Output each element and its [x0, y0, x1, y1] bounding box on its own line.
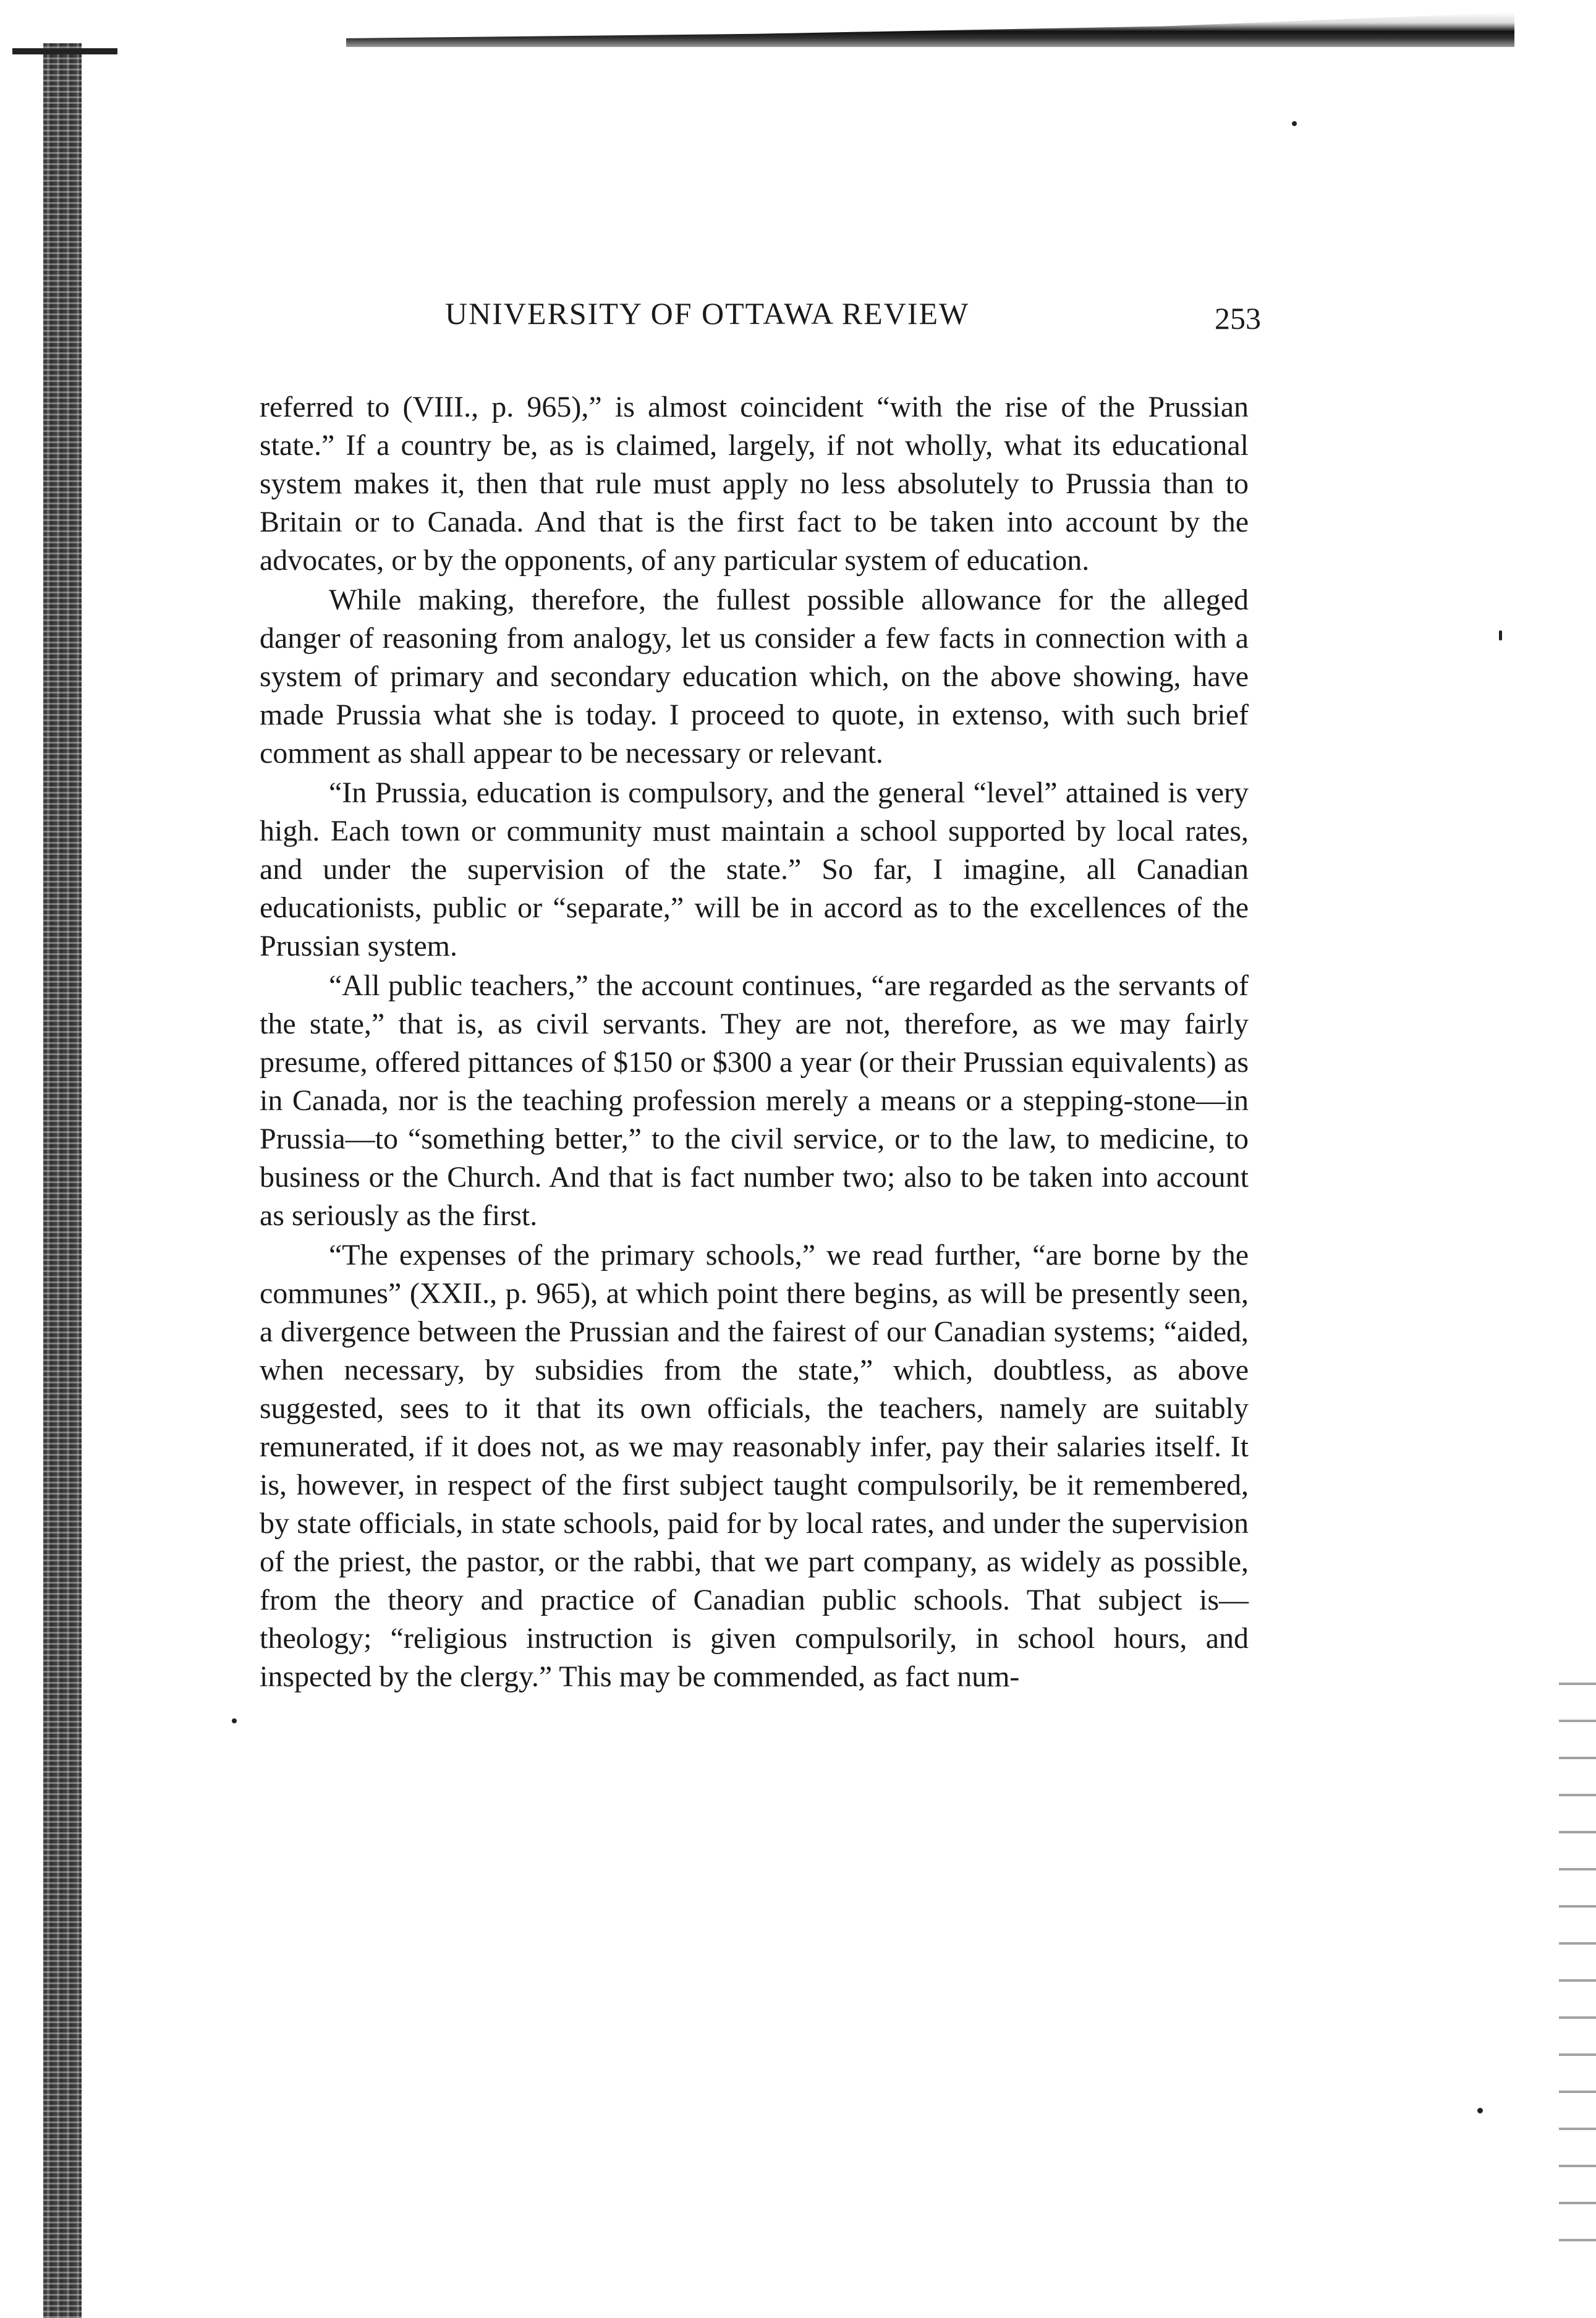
journal-title: UNIVERSITY OF OTTAWA REVIEW	[445, 296, 970, 331]
scan-artifacts	[1559, 1669, 1596, 2275]
scan-speck	[1499, 630, 1502, 640]
page-number: 253	[1215, 301, 1261, 336]
paragraph: While making, therefore, the fullest possible allowance for the alleged danger of reasoning from analogy, let us consider a few facts in connection with a system of primary and secondary education which, on the above showing, have made Prussia what she is today. I proceed to quote, in extenso, with such brief comment as shall appear to be necessary or relevant.	[260, 584, 1249, 770]
scan-speck	[1477, 2108, 1483, 2113]
scanned-binding-edge	[43, 43, 82, 2318]
paragraph: “In Prussia, education is compulsory, and the general “level” attained is very high. Each town or community must maintain a school supported by local rates, and under the supervision of the state.” So far, I imagine, all Canadian educationists, public or “separate,” will be in accord as to the excellences of the Prussian system.	[260, 776, 1249, 962]
scanned-binding-mark	[12, 48, 117, 54]
paragraph: “All public teachers,” the account continues, “are regarded as the servants of the state,” that is, as civil servants. They are not, therefore, as we may fairly presume, offered pittances of $150 or $300 a year (or their Prussian equivalents) as in Canada, nor is the teaching profession merely a means or a stepping-stone—in Prussia—to “something better,” to the civil service, or to the law, to medicine, to business or the Church. And that is fact number two; also to be taken into account as seriously as the first.	[260, 969, 1249, 1232]
scan-speck	[1292, 121, 1297, 126]
article-body	[260, 388, 1249, 1697]
scanned-top-edge	[346, 12, 1514, 47]
running-header	[445, 295, 1261, 345]
paragraph: referred to (VIII., p. 965),” is almost coincident “with the rise of the Prussian state.” If a country be, as is claimed, largely, if not wholly, what its educational system makes it, then that rule must apply no less absolutely to Prussia than to Britain or to Canada. And that is the first fact to be taken into account by the advocates, or by the opponents, of any particular system of education.	[260, 391, 1249, 577]
paragraph: “The expenses of the primary schools,” we read further, “are borne by the communes” (XXII., p. 965), at which point there begins, as will be presently seen, a divergence between the Prussian and the fairest of our Canadian systems; “aided, when necessary, by subsidies from the state,” which, doubtless, as above suggested, sees to it that its own officials, the teachers, namely are suitably remunerated, if it does not, as we may reasonably infer, pay their salaries itself. It is, however, in respect of the first subject taught compulsorily, be it remembered, by state officials, in state schools, paid for by local rates, and under the supervision of the priest, the pastor, or the rabbi, that we part company, as widely as possible, from the theory and practice of Canadian public schools. That subject is—theology; “religious instruction is given compulsorily, in school hours, and inspected by the clergy.” This may be commended, as fact num-	[260, 1239, 1249, 1693]
scan-speck	[232, 1718, 237, 1723]
